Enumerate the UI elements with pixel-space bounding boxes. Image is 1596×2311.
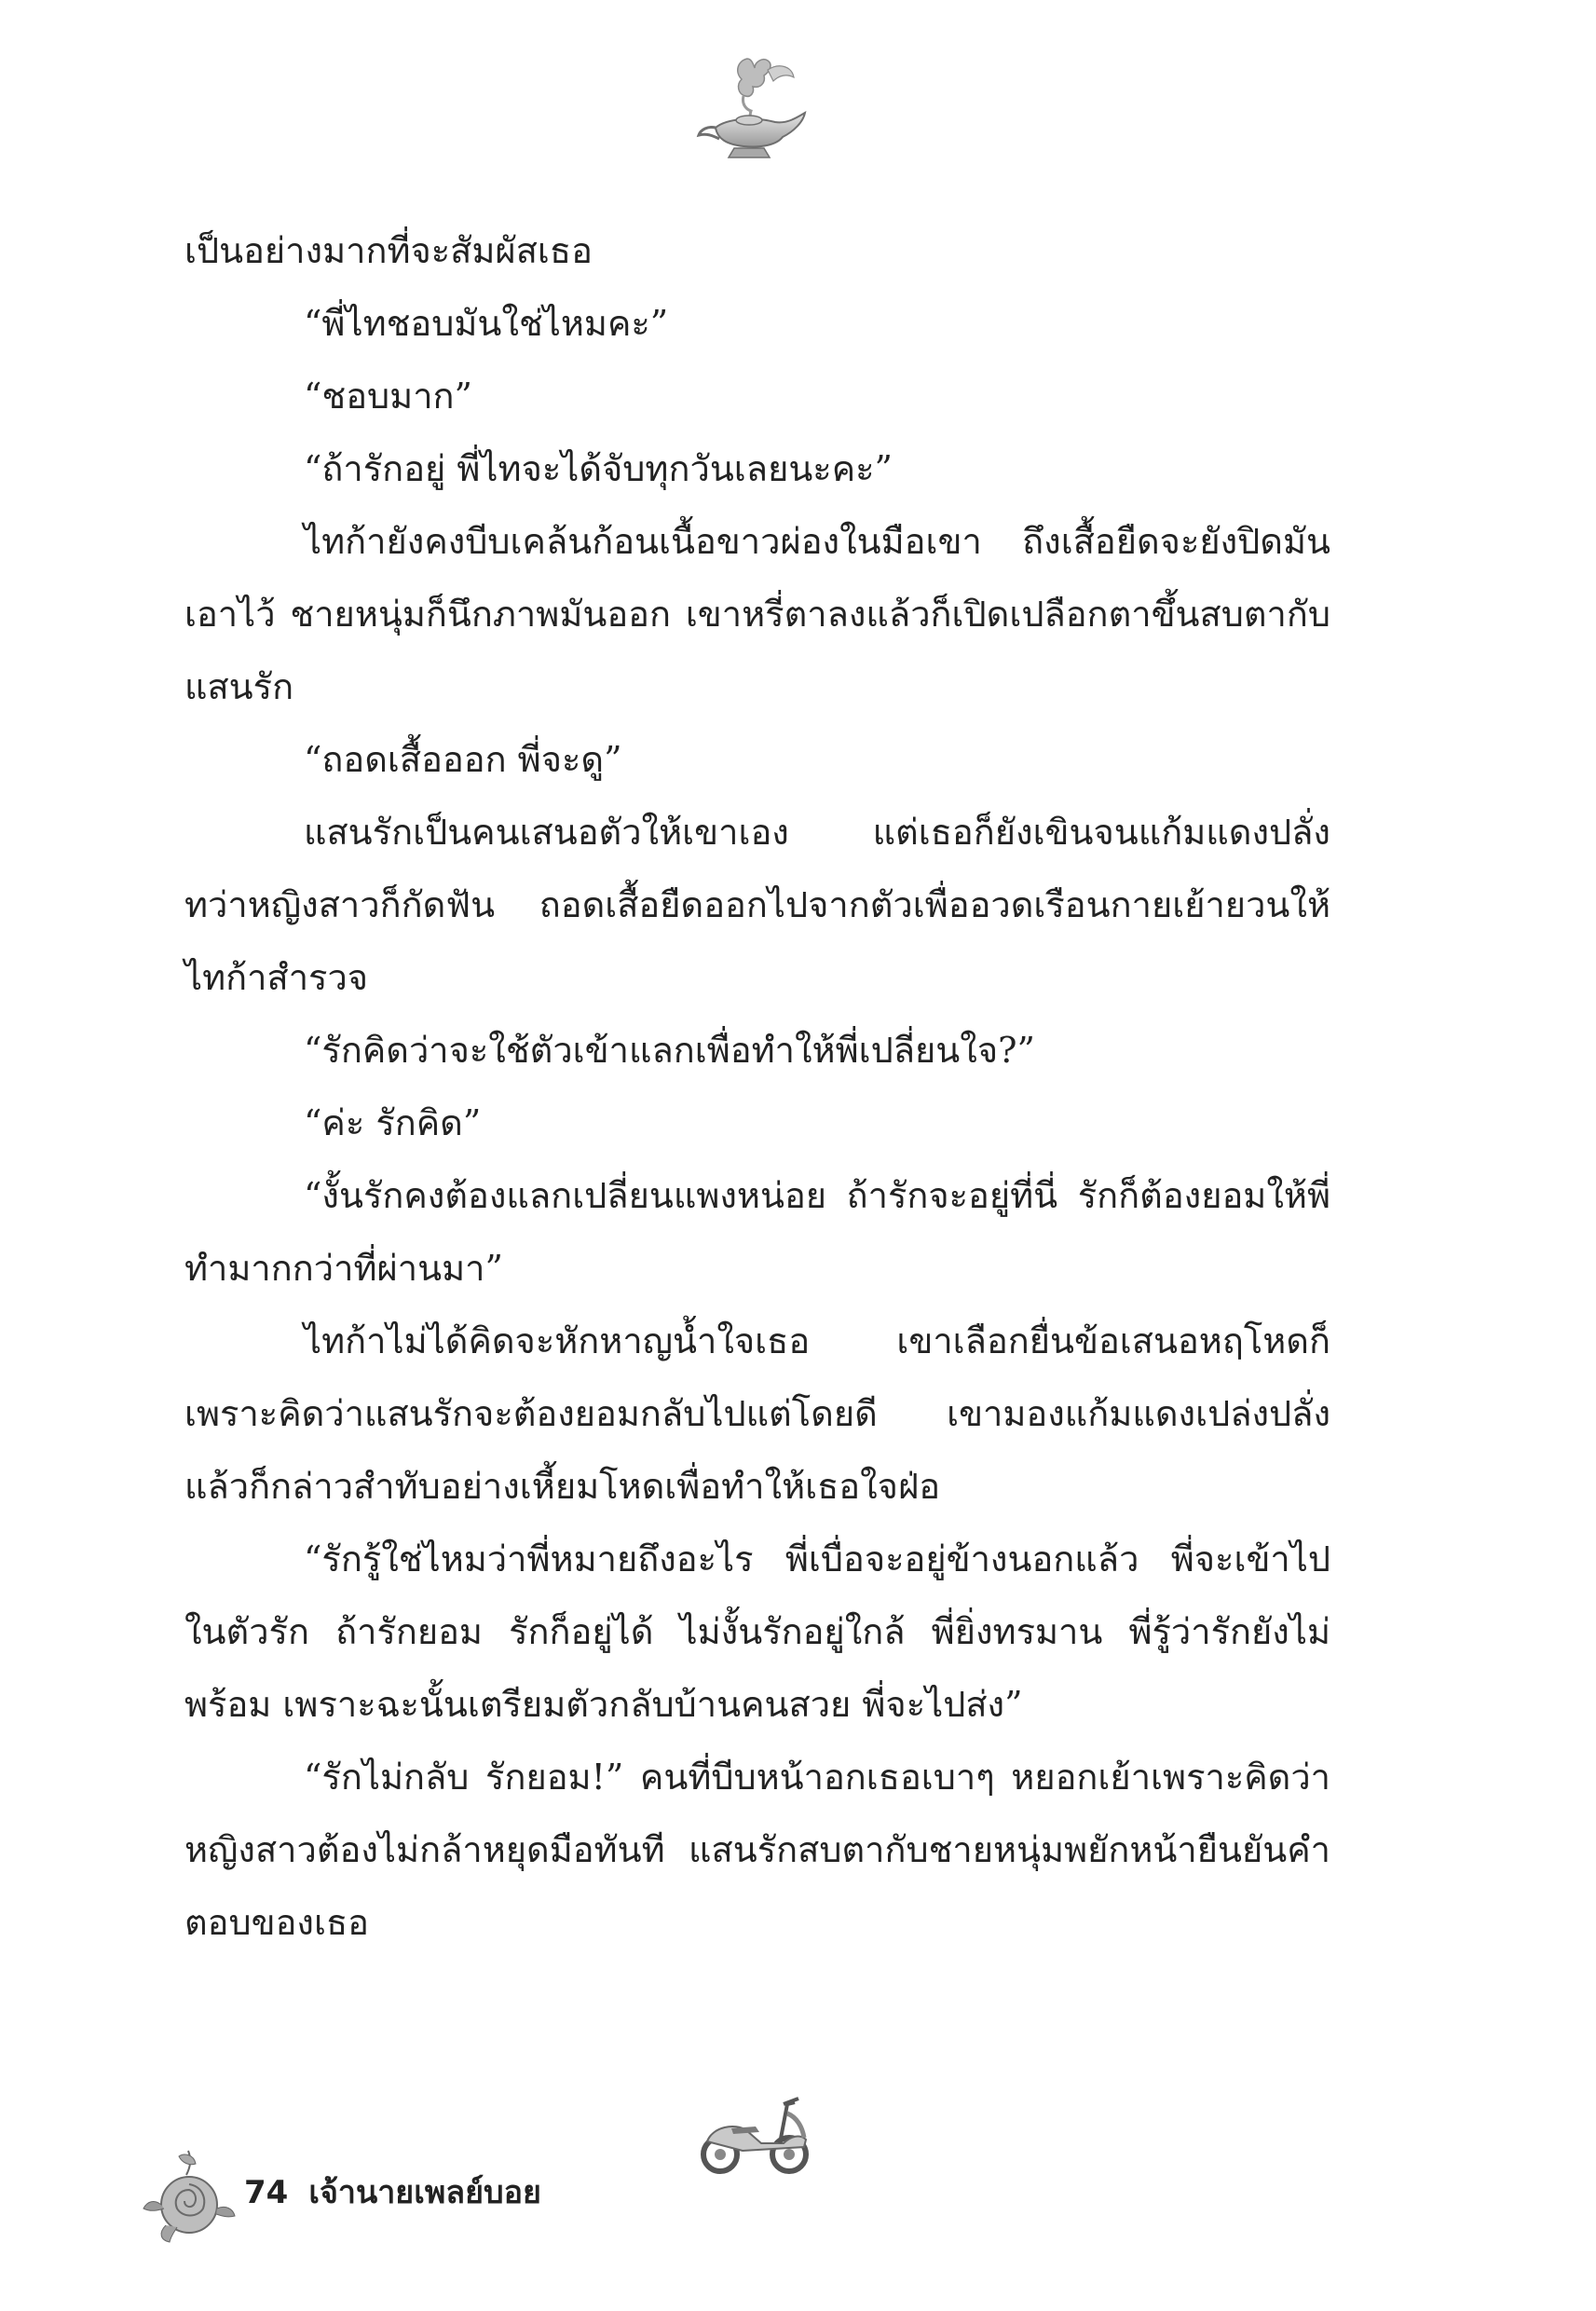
paragraph: “พี่ไทชอบมันใช่ไหมคะ” — [304, 303, 669, 344]
genie-lamp-icon — [689, 51, 820, 168]
paragraph: “ถอดเสื้อออก พี่จะดู” — [304, 739, 622, 780]
paragraph: ไทก้าไม่ได้คิดจะหักหาญน้ำใจเธอ เขาเลือกยื่นข้อเสนอหฤโหดก็เพราะคิดว่าแสนรักจะต้องยอมกลับไปแต่โดยดี เขามองแก้มแดงเปล่งปลั่งแล้วก็กล่าวสำทับอย่างเหี้ยมโหดเพื่อทำให้เธอใจฝ่อ — [184, 1320, 1330, 1507]
paragraph: “รักไม่กลับ รักยอม!” คนที่บีบหน้าอกเธอเบาๆ หยอกเย้าเพราะคิดว่าหญิงสาวต้องไม่กล้าหยุดมือทันที แสนรักสบตากับชายหนุ่มพยักหน้ายืนยันคำตอบของเธอ — [184, 1757, 1330, 1943]
page-footer — [244, 2167, 541, 2217]
paragraph: “รักคิดว่าจะใช้ตัวเข้าแลกเพื่อทำให้พี่เปลี่ยนใจ?” — [304, 1030, 1035, 1071]
paragraph: “รักรู้ใช่ไหมว่าพี่หมายถึงอะไร พี่เบื่อจะอยู่ข้างนอกแล้ว พี่จะเข้าไปในตัวรัก ถ้ารักยอม รักก็อยู่ได้ ไม่งั้นรักอยู่ใกล้ พี่ยิ่งทรมาน พี่รู้ว่ารักยังไม่พร้อม เพราะฉะนั้นเตรียมตัวกลับบ้านคนสวย พี่จะไปส่ง” — [184, 1538, 1330, 1725]
page-number: 74 — [244, 2174, 289, 2211]
book-title: เจ้านายเพลย์บอย — [308, 2174, 541, 2211]
paragraph: ไทก้ายังคงบีบเคล้นก้อนเนื้อขาวผ่องในมือเขา ถึงเสื้อยืดจะยังปิดมันเอาไว้ ชายหนุ่มก็นึกภาพมันออก เขาหรี่ตาลงแล้วก็เปิดเปลือกตาขึ้นสบตากับแสนรัก — [184, 521, 1330, 707]
paragraph: “งั้นรักคงต้องแลกเปลี่ยนแพงหน่อย ถ้ารักจะอยู่ที่นี่ รักก็ต้องยอมให้พี่ทำมากกว่าที่ผ่านมา” — [184, 1175, 1330, 1289]
paragraph: แสนรักเป็นคนเสนอตัวให้เขาเอง แต่เธอก็ยังเขินจนแก้มแดงปลั่ง ทว่าหญิงสาวก็กัดฟัน ถอดเสื้อยืดออกไปจากตัวเพื่ออวดเรือนกายเย้ายวนให้ไทก้าสำรวจ — [184, 812, 1330, 998]
body-text — [184, 214, 1330, 1959]
paragraph: “ชอบมาก” — [304, 376, 472, 417]
paragraph: “ถ้ารักอยู่ พี่ไทจะได้จับทุกวันเลยนะคะ” — [304, 448, 893, 489]
paragraph: เป็นอย่างมากที่จะสัมผัสเธอ — [184, 230, 593, 271]
scooter-icon — [694, 2085, 815, 2179]
rose-icon — [138, 2143, 240, 2246]
paragraph: “ค่ะ รักคิด” — [304, 1102, 482, 1143]
